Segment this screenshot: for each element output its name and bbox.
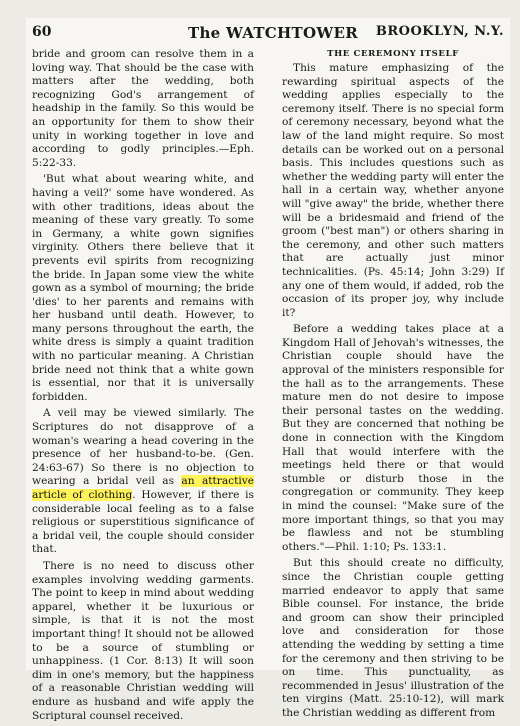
magazine-page (26, 18, 510, 722)
paragraph: There is no need to discuss other examples involving wedding garments. The point to keep in mind about wedding apparel, whether it be luxurious or simple, is that it is not the most important thing! It should not be allowed to be a source of stumbling or unhappiness. (1 Cor. 8:13) It will soon dim in one's memory, but the happiness of a reasonable Christian wedding will endure as husband and wife apply the Scriptural counsel received. (32, 559, 255, 722)
paragraph: bride and groom can resolve them in a loving way. That should be the case with matters after the wedding, both recognizing God's arrangement of headship in the family. So this would be an opportunity for them to show their unity in working together in love and according to godly principles.—Eph. 5:22-33. (32, 48, 254, 169)
page-number: 60 (32, 24, 52, 40)
paragraph-with-highlight (32, 407, 254, 557)
paragraph: 'But what about wearing white, and having a veil?' some have wondered. As with other traditions, ideas about the meaning of these vary greatly. To some in Germany, a white gown signifies virginity. Others there believe that it prevents evil spirits from recognizing the bride. In Japan some view the white gown as a symbol of mourning; the bride 'dies' to her parents and remains with her husband until death. However, to many persons throughout the earth, the white dress is simply a quaint tradition with no particular meaning. A Christian bride need not think that a white gown is essential, nor that it is universally forbidden. (32, 173, 254, 403)
left-column (32, 48, 254, 726)
publication-place: BROOKLYN, N.Y. (375, 24, 504, 39)
masthead-title: The WATCHTOWER (188, 24, 358, 42)
paragraph: This mature emphasizing of the rewarding spiritual aspects of the wedding applies especially to the ceremony itself. There is no special form of ceremony necessary, beyond what the law of the land might require. So most details can be worked out on a personal basis. This includes questions such as whether the wedding party will enter the hall in a certain way, whether anyone will "give away" the bride, whether there will be a bridesmaid and friend of the groom ("best man") or others sharing in the ceremony, and other such matters that are actually just minor technicalities. (Ps. 45:14; John 3:29) If any one of them would, if added, rob the occasion of its proper joy, why include it? (282, 62, 504, 319)
paragraph: Before a wedding takes place at a Kingdom Hall of Jehovah's witnesses, the Christian couple should have the approval of the ministers responsible for the hall as to the arrangements. These mature men do not desire to impose their personal tastes on the wedding. But they are concerned that nothing be done in connection with the Kingdom Hall that would interfere with the meetings held there or that would stumble or disturb those in the congregation or community. They keep in mind the counsel: "Make sure of the more important things, so that you may be flawless and not be stumbling others."—Phil. 1:10; Ps. 133:1. (282, 323, 504, 553)
right-column (282, 48, 504, 724)
highlighted-text[interactable]: an attractive article of clothing (32, 475, 254, 501)
text-run: A veil may be viewed similarly. The Scriptures do not disapprove of a woman's wearing a head covering in the presence of her husband-to-be. (Gen. 24:63-67) So there is no objection to wearing a bridal veil as (32, 407, 254, 488)
text-run: . However, if there is considerable local feeling as to a false religious or superstitious significance of a bridal veil, the couple should consider that. (32, 489, 254, 556)
paragraph: But this should create no difficulty, since the Christian couple getting married endeavor to apply that same Bible counsel. For instance, the bride and groom can show their principled love and consideration for those attending the wedding by setting a time for the ceremony and then striving to be on time. This punctuality, as recommended in Jesus' illustration of the ten virgins (Matt. 25:10-12), will mark the Christian wedding as different from (282, 557, 504, 719)
page-header (26, 24, 510, 46)
section-heading: THE CEREMONY ITSELF (327, 49, 459, 59)
